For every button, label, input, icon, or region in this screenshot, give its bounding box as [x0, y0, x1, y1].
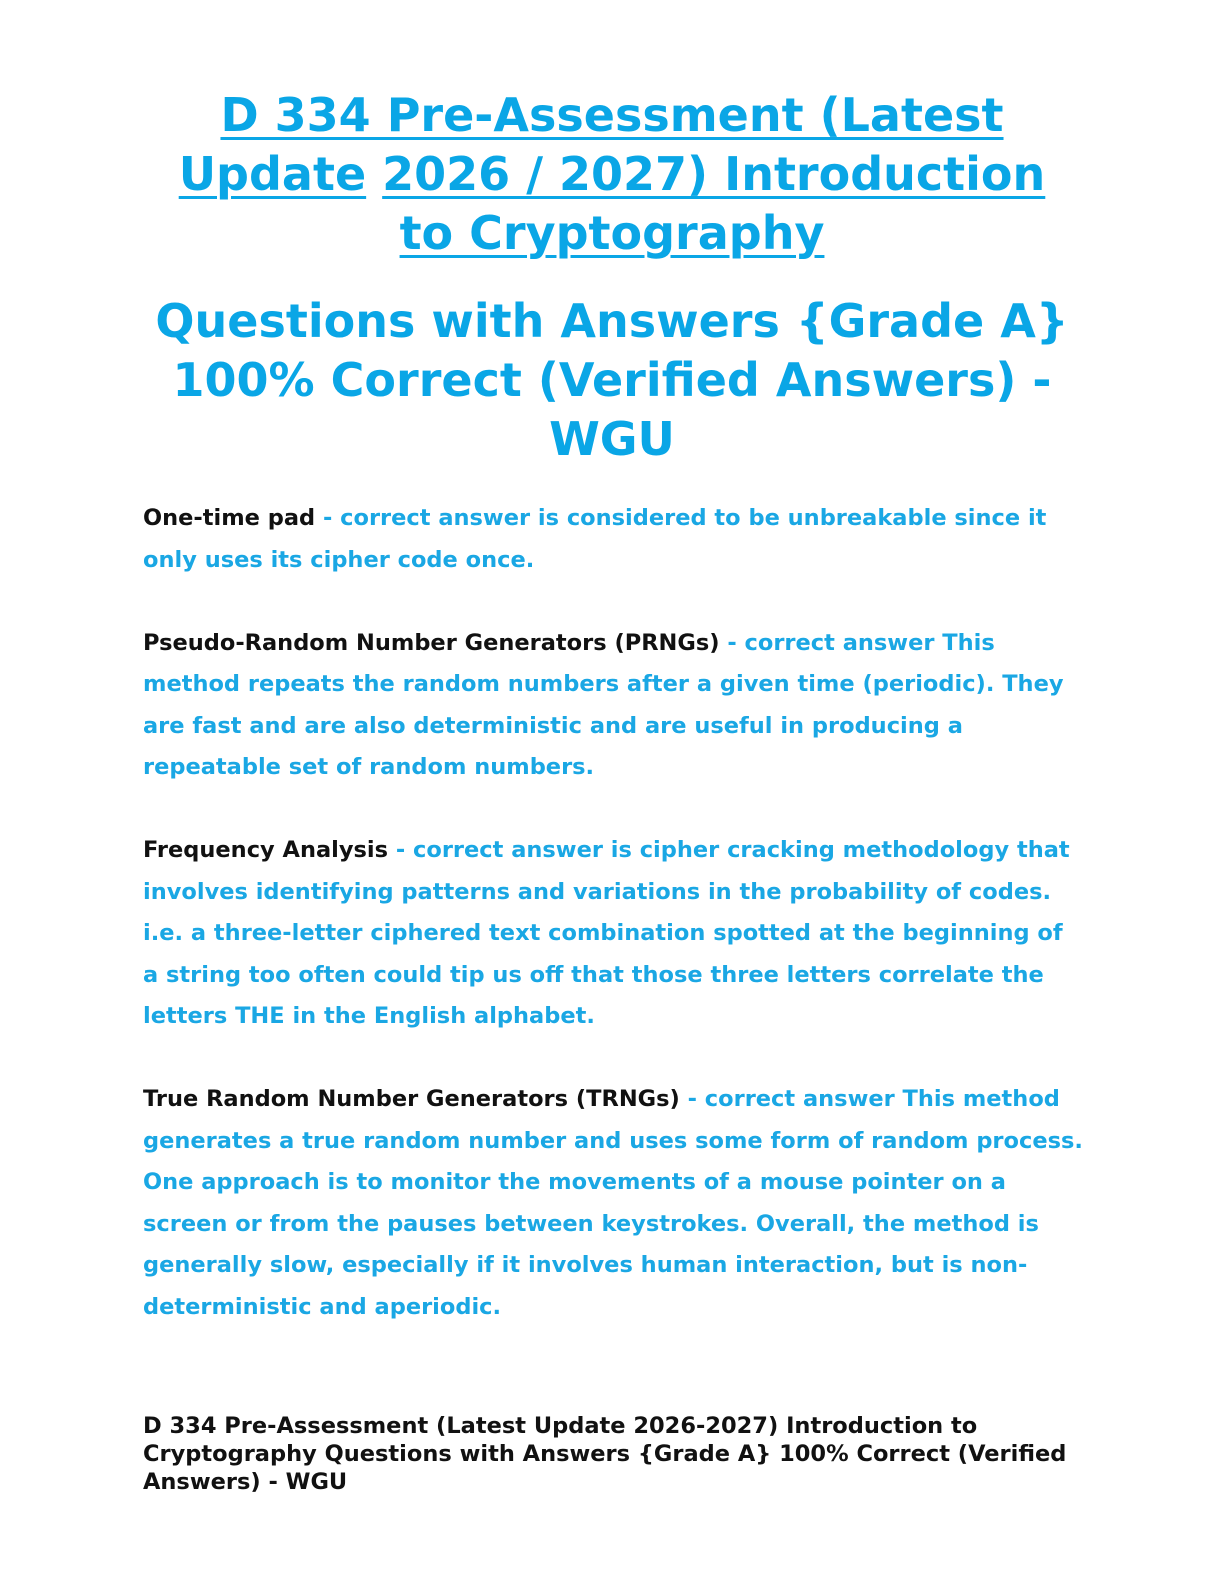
qa-list [143, 498, 1083, 1328]
document-title [130, 86, 1094, 263]
qa-entry [143, 623, 1083, 789]
qa-answer: - correct answer is cipher cracking methodology that involves identifying patterns and variations in the probability of codes. i.e. a three-letter ciphered text combination spotted at the beginning of a string too often could tip us off that those three letters correlate the letters THE in the English alphabet. [143, 837, 1070, 1029]
qa-term: Pseudo-Random Number Generators (PRNGs) [143, 629, 720, 656]
title-link-update[interactable]: Update [178, 147, 367, 201]
qa-answer: - correct answer This method repeats the random numbers after a given time (periodic). They are fast and are also deterministic and are useful in producing a repeatable set of random numbers. [143, 629, 1064, 780]
title-link-year[interactable]: 2026 / 2027) Introduction [382, 147, 1046, 201]
qa-entry [143, 498, 1083, 581]
title-link-line3[interactable]: to Cryptography [399, 206, 825, 260]
document-subtitle: Questions with Answers {Grade A} 100% Correct (Verified Answers) - WGU [155, 294, 1069, 466]
qa-term: True Random Number Generators (TRNGs) [143, 1086, 680, 1112]
qa-answer: - correct answer This method generates a true random number and uses some form of random process. One approach is to monitor the movements of a mouse pointer on a screen or from the pauses between keystrokes. Overall, the method is generally slow, especially if it involves human interaction, but is non-deterministic and aperiodic. [143, 1086, 1083, 1320]
title-link-line1[interactable]: D 334 Pre-Assessment (Latest [220, 88, 1004, 142]
qa-answer: - correct answer is considered to be unbreakable since it only uses its cipher code once. [143, 505, 1047, 573]
qa-term: Frequency Analysis [143, 837, 389, 863]
qa-entry [143, 830, 1083, 1038]
qa-term: One-time pad [143, 505, 316, 531]
document-footer: D 334 Pre-Assessment (Latest Update 2026-2027) Introduction to Cryptography Questions with Answers {Grade A} 100% Correct (Verified Answers) - WGU [143, 1413, 1067, 1495]
qa-entry [143, 1079, 1083, 1328]
